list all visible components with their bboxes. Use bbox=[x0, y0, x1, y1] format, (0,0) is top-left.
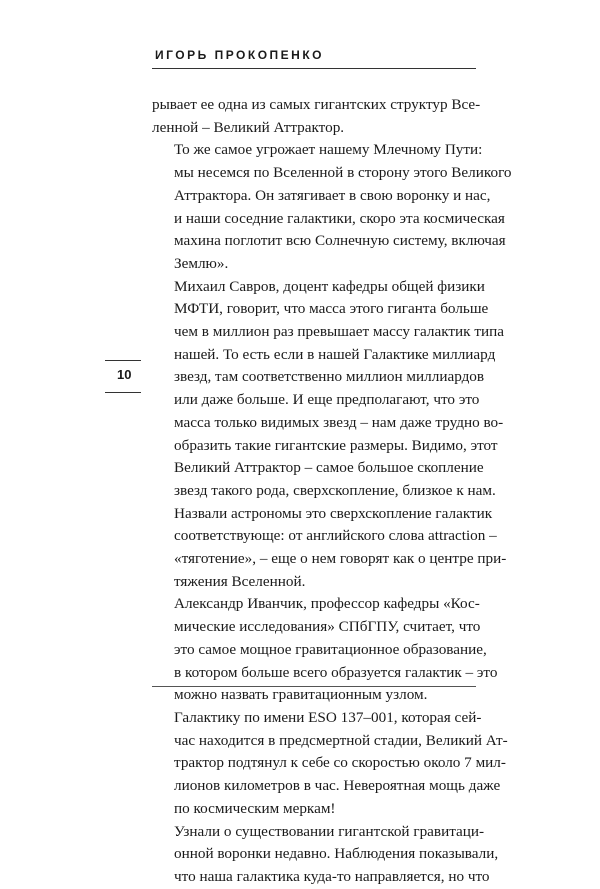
text-line: То же самое угрожает нашему Млечному Пути: bbox=[174, 141, 483, 159]
text-line: чем в миллион раз превышает массу галактик типа bbox=[174, 323, 504, 341]
text-line: Александр Иванчик, профессор кафедры «Кос- bbox=[174, 595, 480, 613]
text-line: звезд, там соответственно миллион миллиардов bbox=[174, 368, 485, 386]
text-line: Назвали астрономы это сверхскопление галактик bbox=[174, 504, 493, 522]
paragraph bbox=[152, 503, 507, 594]
text-line: МФТИ, говорит, что масса этого гиганта больше bbox=[174, 300, 489, 318]
text-line: махина поглотит всю Солнечную систему, включая bbox=[174, 232, 506, 250]
text-line: Узнали о существовании гигантской гравитаци- bbox=[174, 822, 485, 840]
text-line: мические исследования» СПбГПУ, считает, что bbox=[174, 618, 481, 636]
text-line: Галактику по имени ESO 137–001, которая сей- bbox=[174, 708, 482, 726]
text-line: можно назвать гравитационным узлом. bbox=[174, 686, 428, 704]
text-line: звезд такого рода, сверхскопление, близкое к нам. bbox=[174, 481, 496, 499]
paragraph bbox=[152, 94, 481, 139]
text-line: нашей. То есть если в нашей Галактике миллиард bbox=[174, 345, 496, 363]
text-line: рывает ее одна из самых гигантских структур Все- bbox=[152, 96, 481, 113]
text-line: Михаил Савров, доцент кафедры общей физики bbox=[174, 277, 485, 295]
paragraph bbox=[152, 276, 504, 503]
text-line: в котором больше всего образуется галактик – это bbox=[174, 663, 498, 681]
text-line: образить такие гигантские размеры. Видимо, этот bbox=[174, 436, 498, 454]
text-line: лионов километров в час. Невероятная мощь даже bbox=[174, 777, 501, 795]
page-number: 10 bbox=[117, 367, 132, 382]
paragraph bbox=[152, 707, 508, 821]
text-line: онной воронки недавно. Наблюдения показывали, bbox=[174, 845, 499, 863]
text-line: мы несемся по Вселенной в сторону этого Великого bbox=[174, 164, 512, 182]
text-line: масса только видимых звезд – нам даже трудно во- bbox=[174, 413, 504, 431]
text-line: по космическим меркам! bbox=[174, 799, 336, 817]
text-line: Великий Аттрактор – самое большое скопление bbox=[174, 459, 484, 477]
text-line: соответствующе: от английского слова attraction – bbox=[174, 527, 497, 545]
paragraph bbox=[152, 139, 512, 275]
text-line: Землю». bbox=[174, 254, 229, 272]
paragraph bbox=[152, 821, 499, 889]
text-line: тяжения Вселенной. bbox=[174, 572, 306, 590]
folio-rule-bottom bbox=[105, 392, 141, 393]
running-head: ИГОРЬ ПРОКОПЕНКО bbox=[155, 48, 324, 62]
text-line: «тяготение», – еще о нем говорят как о центре при- bbox=[174, 550, 507, 568]
footer-rule bbox=[152, 686, 476, 687]
text-line: это самое мощное гравитационное образование, bbox=[174, 640, 487, 658]
text-line: трактор подтянул к себе со скоростью около 7 мил- bbox=[174, 754, 506, 772]
folio-rule-top bbox=[105, 360, 141, 361]
body-text bbox=[152, 94, 512, 889]
text-line: или даже больше. И еще предполагают, что это bbox=[174, 391, 480, 409]
text-line: и наши соседние галактики, скоро эта космическая bbox=[174, 209, 505, 227]
text-line: час находится в предсмертной стадии, Великий Ат- bbox=[174, 731, 508, 749]
text-line: Аттрактора. Он затягивает в свою воронку и нас, bbox=[174, 186, 491, 204]
text-line: что наша галактика куда-то направляется, но что bbox=[174, 867, 490, 885]
header-rule bbox=[152, 68, 476, 69]
text-line: ленной – Великий Аттрактор. bbox=[152, 118, 345, 136]
paragraph bbox=[152, 593, 498, 707]
